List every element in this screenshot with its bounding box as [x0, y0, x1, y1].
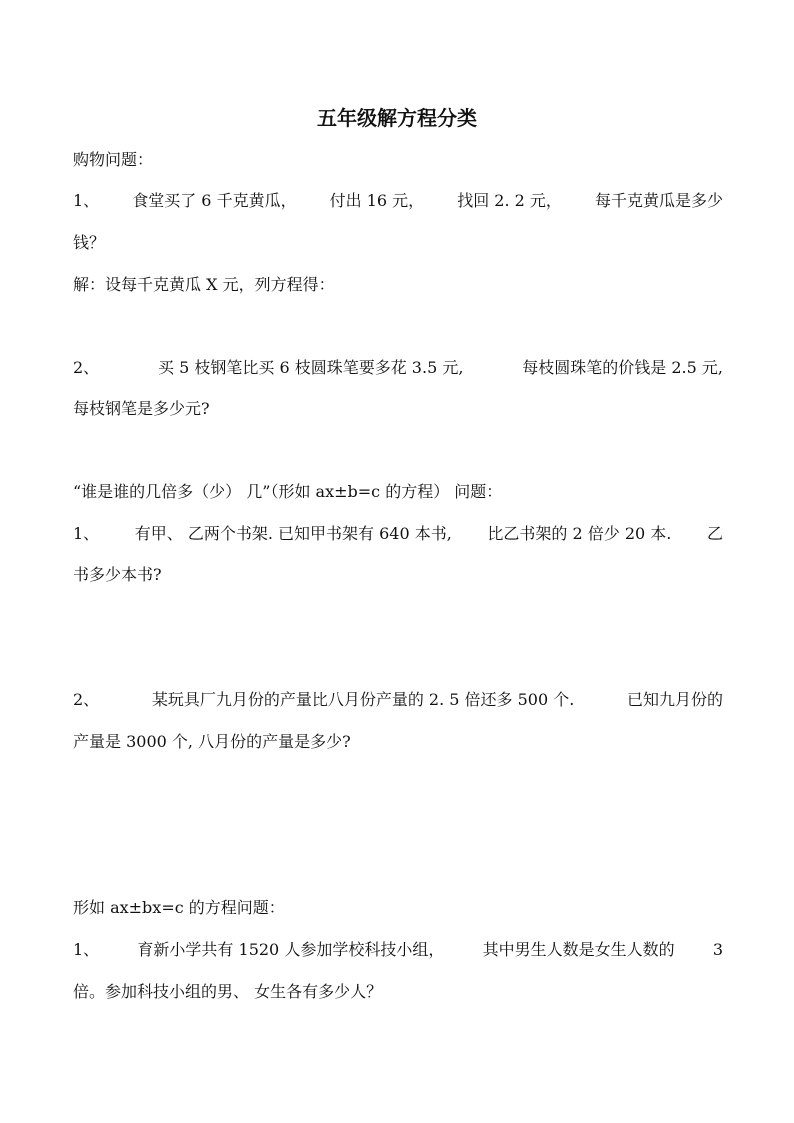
problem-number: 2、	[73, 358, 100, 377]
problem-line-continued: 产量是 3000 个, 八月份的产量是多少?	[73, 732, 351, 751]
problem-text: 乙	[706, 524, 723, 543]
problem-line-continued: 每枝钢笔是多少元?	[73, 399, 210, 418]
problem-line	[73, 522, 723, 546]
problem-line	[73, 189, 723, 213]
problem-text: 育新小学共有 1520 人参加学校科技小组，	[137, 940, 445, 959]
problem-text: 已知九月份的	[626, 690, 723, 709]
problem-text: 比乙书架的 2 倍少 20 本.	[487, 524, 672, 543]
document-title: 五年级解方程分类	[317, 106, 477, 130]
problem-line	[73, 938, 723, 962]
problem-text: 每枝圆珠笔的价钱是 2.5 元,	[522, 358, 723, 377]
problem-line-continued: 书多少本书?	[73, 565, 162, 584]
problem-text: 某玩具厂九月份的产量比八月份产量的 2. 5 倍还多 500 个.	[151, 690, 575, 709]
problem-number: 1、	[73, 524, 100, 543]
problem-number: 2、	[73, 690, 100, 709]
problem-text: 买 5 枝钢笔比买 6 枝圆珠笔要多花 3.5 元,	[158, 358, 464, 377]
problem-text: 每千克黄瓜是多少	[594, 191, 723, 210]
problem-line-continued: 倍。参加科技小组的男、 女生各有多少人？	[73, 982, 383, 1001]
solution-line: 解：设每千克黄瓜 X 元，列方程得：	[73, 275, 335, 294]
section-heading-multiple: “谁是谁的几倍多（少） 几”（形如 ax±b=c 的方程） 问题：	[73, 482, 503, 501]
problem-text: 其中男生人数是女生人数的	[482, 940, 675, 959]
problem-line-continued: 钱？	[73, 233, 106, 252]
problem-text: 付出 16 元，	[329, 191, 425, 210]
problem-text: 有甲、 乙两个书架. 已知甲书架有 640 本书,	[134, 524, 452, 543]
problem-text: 找回 2. 2 元，	[457, 191, 562, 210]
problem-text: 食堂买了 6 千克黄瓜，	[132, 191, 297, 210]
problem-line	[73, 356, 723, 380]
problem-line	[73, 688, 723, 712]
problem-text: 3	[712, 940, 723, 959]
section-heading-shopping: 购物问题：	[73, 150, 154, 169]
problem-number: 1、	[73, 191, 100, 210]
section-heading-combined: 形如 ax±bx=c 的方程问题：	[73, 898, 285, 917]
problem-number: 1、	[73, 940, 100, 959]
